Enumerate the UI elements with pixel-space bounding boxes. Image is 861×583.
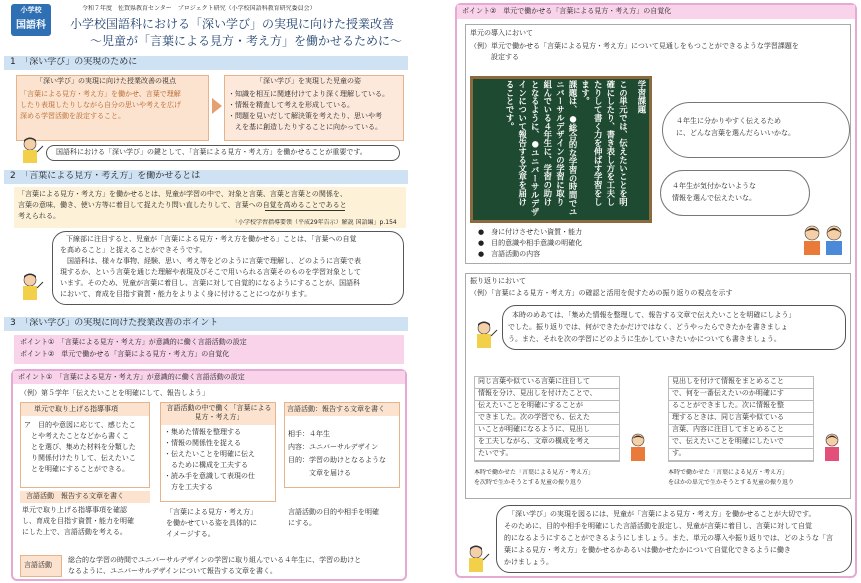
header-info: 令和７年度 佐賀県教育センター プロジェクト研究（小学校国語科教育研究委員会） <box>82 5 316 12</box>
s3-point1: ポイント① 「言葉による見方・考え方」が意識的に働く言語活動の設定 <box>20 338 247 346</box>
reflect-sub: （例）「言葉による見方・考え方」の確認と活用を促すための振り返りの視点を示す <box>470 289 733 297</box>
memo2-line: 見出しを付けて情報をまとめること <box>672 377 784 385</box>
s2-bubble-line: 国語科は、様々な事物、経験、思い、考え等をどのように言葉で理解し、どのように言葉で表 <box>60 257 361 265</box>
badge-bottom: 国語科 <box>16 20 46 31</box>
memo2-line: で、何を一番伝えたいのか明確にす <box>672 389 784 397</box>
s1-left-line: したり表現したりしながら自分の思いや考えを広げ <box>20 101 181 109</box>
col1-sub-title: 言語活動 報告する文章を書く <box>26 492 124 500</box>
memo1-caption: 本時で働かせた「言葉による見方・考え方」 <box>474 469 595 476</box>
board-col: インについて報告する文章を届け <box>517 80 528 206</box>
bullet-item: ● 目的意識や相手意識の明確化 <box>478 239 583 247</box>
col2-title: 言語活動の中で働く「言葉による見方・考え方」 <box>166 404 272 422</box>
page-title-line2: ～児童が「言葉による見方・考え方」を働かせるために～ <box>90 34 403 48</box>
memo1-line: いことが明確になるように、見出し <box>478 425 590 433</box>
s1-arrow <box>212 98 222 114</box>
col1-line: とを明確にすることができる。 <box>24 465 129 473</box>
memo2-line: 理するときは、同じ言葉や似ている <box>672 413 784 421</box>
memo2-caption: をほかの単元で生かそうとする児童の振り返り <box>668 479 795 486</box>
s1-right-line: えを基に創造したりすることに向かっている。 <box>228 123 382 131</box>
bottom-line: そのために、目的や相手を明確にした言語活動を設定し、児童が言葉に着目し、言葉に対して自覚 <box>504 522 812 530</box>
s1-left-box-title: 「深い学び」の実現に向けた授業改善の視点 <box>36 77 176 85</box>
bullet-mark: ● <box>478 228 485 236</box>
reflect-title: 振り返りにおいて <box>470 277 526 285</box>
thought-cloud <box>660 170 810 216</box>
footer-label: 言語活動 <box>24 561 52 569</box>
left-page <box>0 0 412 583</box>
memo2-line: 言葉、内容に注目してまとめること <box>672 425 784 433</box>
col2-bottom-line: を働かせている姿を具体的に <box>166 519 257 527</box>
s2-bubble-line: を高めること」と捉えることができそうです。 <box>60 246 207 254</box>
col3-title: 言語活動：報告する文章を書く <box>287 405 385 413</box>
point1-example: （例）第５学年「伝えたいことを明確にして、報告しよう」 <box>20 389 209 397</box>
cloud2-line: 情報を選んで伝えたいな。 <box>672 194 756 202</box>
col3-line: 文章を届ける <box>288 469 351 477</box>
memo1-line: 情報を分け、見出しを付けたことで、 <box>478 389 597 397</box>
col2-bottom-line: イメージする。 <box>166 530 215 538</box>
student-illustration <box>628 432 648 464</box>
s1-left-line: 「言葉による見方・考え方」を働かせ、言葉で理解 <box>20 90 181 98</box>
board-col: ニバーサルデザインの学習に取り <box>555 80 566 206</box>
badge-top: 小学校 <box>20 6 42 14</box>
intro-line: （例）単元で働かせる「言葉による見方・考え方」について見通しをもつことができるような学習課題を <box>470 42 799 50</box>
memo1-line: できました。次の学習でも、伝えた <box>478 413 590 421</box>
intro-line: 設定する <box>470 53 519 61</box>
teacher-illustration <box>18 272 44 302</box>
bullet-mark: ● <box>478 250 485 258</box>
memo1-caption: を次時で生かそうとする児童の振り返り <box>474 479 583 486</box>
board-col: 学習課題 <box>637 80 647 114</box>
section1-heading: 1 「深い学び」の実現のために <box>10 57 138 67</box>
board-col: 組んでいる４年生に、学習の助け <box>542 80 553 206</box>
s2-quote-line: 「言葉による見方・考え方」を働かせるとは、児童が学習の中で、対象と言葉、言葉と言葉との関係を、 <box>18 190 347 198</box>
s1-speech-text: 国語科における「深い学び」の鍵として、「言葉による見方・考え方」を働かせることが重要です。 <box>56 148 367 156</box>
s3-point2: ポイント② 単元で働かせる「言葉による見方・考え方」の自覚化 <box>20 350 230 358</box>
s1-right-line: ・知識を相互に関連付けてより深く理解している。 <box>228 90 389 98</box>
s2-bubble-line: 現するか、という言葉を通じた理解や表現及びそこで用いられる言葉そのものを学習対象として <box>60 268 361 276</box>
teacher-line: う。また、それを次の学習にどのように生かしていきたいかについても書きましょう。 <box>508 335 781 343</box>
page-title-line1: 小学校国語科における「深い学び」の実現に向けた授業改善 <box>70 17 395 31</box>
col2-line: ・情報の関係性を捉える <box>164 439 241 447</box>
s2-quote-line: 言葉の意味、働き、使い方等に着目して捉えたり問い直したりして、言葉への自覚を高めることであると <box>18 201 347 209</box>
s2-bubble-line: において、育成を目指す資質・能力をよりよく身に付けることにつながります。 <box>60 290 312 298</box>
teacher-illustration <box>18 136 44 164</box>
col3-line: 目的：学習の助けとなるような <box>288 456 386 464</box>
bottom-line: かけましょう。 <box>504 558 553 566</box>
col2-line: ・集めた情報を整理する <box>164 428 241 436</box>
board-col: 課題は、●総合的な学習の時間でユ <box>568 80 579 216</box>
col3-bottom-line: 言語活動の目的や相手を明確 <box>288 508 379 516</box>
s2-bubble-line: います。そのため、児童が言葉に着目し、言葉に対して自覚的になるようにすることが、国語科 <box>60 279 361 287</box>
bottom-line: 「深い学び」の実現を図るには、児童が「言葉による見方・考え方」を働かせることが大切です。 <box>508 510 816 518</box>
s1-right-line: ・情報を精査して考えを形成している。 <box>228 101 354 109</box>
memo2-line: で、伝えたいことを明確にしたいで <box>672 437 784 445</box>
col1-sub-line: 単元で取り上げる指導事項を確認 <box>22 506 127 514</box>
col1-sub-line: にした上で、言語活動を考える。 <box>22 528 127 536</box>
bullet-item: ● 身に付けさせたい資質・能力 <box>478 228 583 236</box>
col1-line: り関係付けたりして、伝えたいこ <box>24 454 136 462</box>
intro-title: 単元の導入において <box>470 29 533 37</box>
bottom-line: 葉による見方・考え方」を働かせるかあるいは働かせたかについて自覚化できるように働き <box>504 546 791 554</box>
memo1-line: 同じ言葉や似ている言葉に注目して <box>478 377 590 385</box>
student-illustration <box>822 432 842 464</box>
board-col: 確にしたり、書き表し方を工夫し <box>605 80 616 206</box>
memo2-caption: 本時で働かせた「言葉による見方・考え方」 <box>668 469 789 476</box>
point1-panel-title: ポイント① 「言葉による見方・考え方」が意識的に働く言語活動の設定 <box>18 373 245 381</box>
s1-right-box-title: 「深い学び」を実現した児童の姿 <box>256 77 361 85</box>
board-col: この単元では、伝えたいことを明 <box>618 80 629 206</box>
footer-line: なるように、ユニバーサルデザインについて報告する文章を書く。 <box>68 567 277 575</box>
bullet-item: ● 言語活動の内容 <box>478 250 541 258</box>
col3-bottom-line: にする。 <box>288 519 316 527</box>
col2-line: ・読み手を意識して表現の仕 <box>164 472 255 480</box>
cloud2-line: ４年生が気付かないような <box>672 182 756 190</box>
board-col: ることです。 <box>505 80 516 131</box>
footer-line: 総合的な学習の時間でユニバーサルデザインの学習に取り組んでいる４年生に、学習の助けと <box>68 556 362 564</box>
teacher-illustration <box>464 544 490 574</box>
teacher-line: 本時のめあては、「集めた情報を整理して、報告する文章で伝えたいことを明確にしよう」 <box>512 311 796 319</box>
cloud1-line: ４年生に分かりやすく伝えるため <box>676 117 781 125</box>
memo2-line: ることができました。次に情報を整 <box>672 401 784 409</box>
col3-line: 内容：ユニバーサルデザイン <box>288 443 379 451</box>
col2-line: るために構成を工夫する <box>164 461 248 469</box>
right-page <box>450 0 861 583</box>
section2-heading: 2 「言葉による見方・考え方」を働かせるとは <box>10 171 201 181</box>
memo1-line: 伝えたいことを明確にすることが <box>478 401 583 409</box>
col2-line: 方を工夫する <box>164 483 213 491</box>
board-col: となるように、●ユニバーサルデザ <box>530 80 541 216</box>
col1-line: とを選び、集めた材料を分類した <box>24 443 136 451</box>
section3-heading: 3 「深い学び」の実現に向けた授業改善のポイント <box>10 318 219 328</box>
bullet-mark: ● <box>478 239 485 247</box>
memo1-line: たいです。 <box>478 449 513 457</box>
col2-bottom-line: 「言葉による見方・考え方」 <box>166 508 257 516</box>
teacher-illustration <box>472 320 498 350</box>
board-col: ます。 <box>580 80 591 106</box>
cloud1-line: に、どんな言葉を選んだらいいかな。 <box>676 129 795 137</box>
col1-line: とや考えたことなどから書くこ <box>24 432 129 440</box>
col1-title: 単元で取り上げる指導事項 <box>34 405 118 413</box>
s2-quote-line: 考えられる。 <box>18 212 60 220</box>
students-illustration <box>800 224 846 258</box>
s2-bubble-line: 下線部に注目すると、児童が「言葉による見方・考え方を働かせる」ことは、「言葉への自覚 <box>66 235 357 243</box>
s2-underline <box>265 210 345 211</box>
teacher-line: でした。振り返りでは、何ができたかだけではなく、どうやったらできたかを書きましょ <box>508 323 788 331</box>
board-col: たりして書く力を伸ばす学習をし <box>593 80 604 206</box>
point2-title: ポイント② 単元で働かせる「言葉による見方・考え方」の自覚化 <box>462 7 672 15</box>
blackboard-text <box>474 80 648 220</box>
s2-source: 「小学校学習指導要領（平成29年告示）解説 国語編」p.154 <box>232 219 397 226</box>
bottom-line: 的になるようにすることができるようにしましょう。また、単元の導入や振り返りでは、どのような「言 <box>504 534 833 542</box>
memo2-line: す。 <box>672 449 686 457</box>
col3-line: 相手：４年生 <box>288 430 330 438</box>
s1-left-line: 深める学習活動を設定すること。 <box>20 112 125 120</box>
col1-line: ア 目的や意図に応じて、感じたこ <box>24 421 136 429</box>
col1-sub-line: し、育成を目指す資質・能力を明確 <box>22 517 134 525</box>
s1-right-line: ・問題を見いだして解決策を考えたり、思いや考 <box>228 112 382 120</box>
memo1-line: を工夫しながら、文章の構成を考え <box>478 437 590 445</box>
col2-line: ・伝えたいことを明確に伝え <box>164 450 255 458</box>
